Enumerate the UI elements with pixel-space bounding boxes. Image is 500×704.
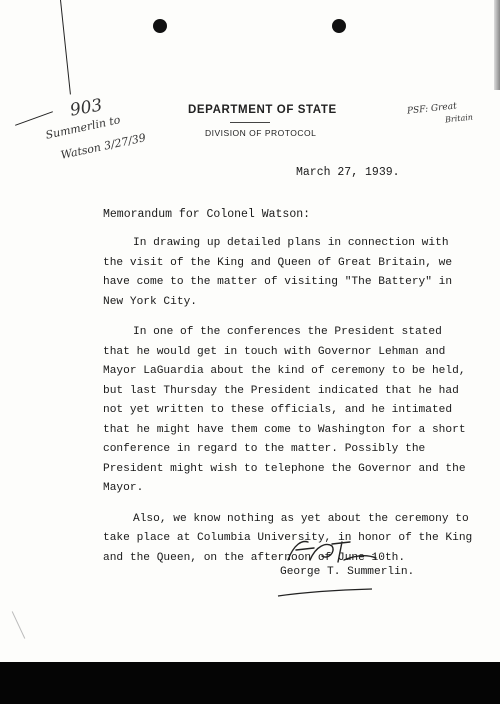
handwritten-file-tag-line1: PSF: Great <box>406 101 458 117</box>
margin-mark <box>12 611 26 639</box>
punch-hole-right <box>332 19 346 33</box>
handwritten-signature <box>280 530 390 570</box>
scan-bottom-border <box>0 662 500 704</box>
memo-salutation: Memorandum for Colonel Watson: <box>103 208 311 221</box>
punch-hole-left <box>153 19 167 33</box>
signature-underline <box>276 586 376 600</box>
memo-signer: George T. Summerlin. <box>280 566 415 578</box>
handwritten-routing-line2: Watson 3/27/39 <box>59 131 147 162</box>
letterhead-department: DEPARTMENT OF STATE <box>188 104 337 116</box>
memo-paragraph: In drawing up detailed plans in connection with the visit of the King and Queen of Great Britain, we have come to the matter of visiting "The Battery" in New York City. <box>103 237 453 308</box>
page-edge-shadow <box>494 0 500 90</box>
handwritten-file-tag-line2: Britain <box>444 112 474 125</box>
memo-body <box>103 234 475 579</box>
letterhead-division: DIVISION OF PROTOCOL <box>205 128 317 138</box>
memo-date: March 27, 1939. <box>296 166 400 179</box>
handwritten-routing-line1: Summerlin to <box>44 113 122 142</box>
memo-paragraph: In one of the conferences the President stated that he would get in touch with Governor Lehman and Mayor LaGuardia about the kind of ceremony to be held, but last Thursday the President indicated that he had not yet written to these officials, and he intimated that he might have them come to Washington for a short conference in regard to the matter. Possibly the President might wish to telephone the Governor and the Mayor. <box>103 326 466 494</box>
handwritten-file-number: 903 <box>68 95 104 121</box>
memo-paragraph: Also, we know nothing as yet about the ceremony to take place at Columbia University, in honor of the King and the Queen, on the afternoon of June 10th. <box>103 512 473 564</box>
pen-stroke-vertical <box>60 0 71 94</box>
pen-stroke-diagonal <box>15 111 53 126</box>
letterhead-rule <box>230 122 270 123</box>
